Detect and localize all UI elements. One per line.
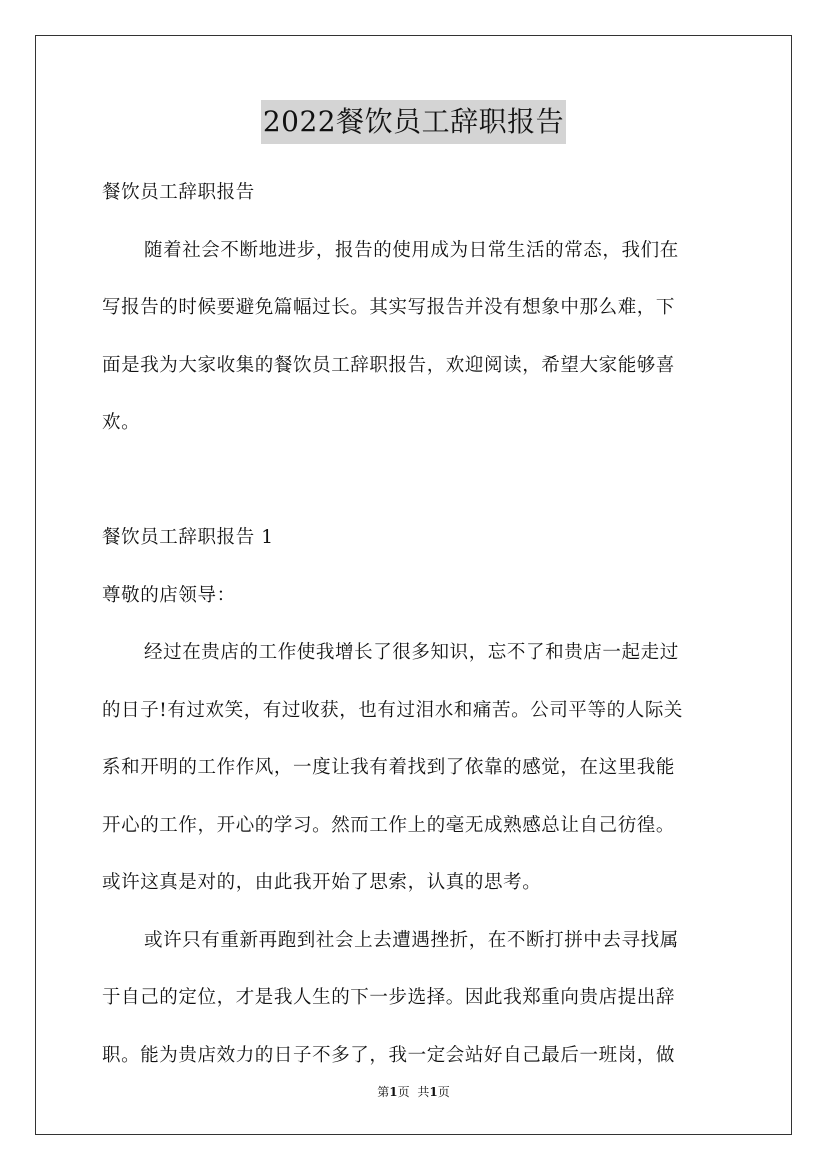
paragraph-line: 系和开明的工作作风，一度让我有着找到了依靠的感觉，在这里我能 xyxy=(102,757,676,778)
page-label: 第 xyxy=(377,1085,390,1099)
salutation-line: 尊敬的店领导： xyxy=(102,584,236,606)
total-pages: 1 xyxy=(429,1085,438,1099)
paragraph-line: 写报告的时候要避免篇幅过长。其实写报告并没有想象中那么难，下 xyxy=(102,297,676,318)
paragraph-line: 或许只有重新再跑到社会上去遭遇挫折，在不断打拼中去寻找属 xyxy=(144,929,679,951)
subtitle-line: 餐饮员工辞职报告 xyxy=(102,182,255,203)
page-suffix: 页 xyxy=(397,1085,410,1099)
paragraph-line: 于自己的定位，才是我人生的下一步选择。因此我郑重向贵店提出辞 xyxy=(102,987,676,1008)
paragraph-line: 欢。 xyxy=(102,412,141,433)
paragraph-line: 开心的工作，开心的学习。然而工作上的毫无成熟感总让自己彷徨。 xyxy=(102,814,676,836)
paragraph-line: 随着社会不断地进步，报告的使用成为日常生活的常态，我们在 xyxy=(144,239,679,261)
paragraph-line: 经过在贵店的工作使我增长了很多知识，忘不了和贵店一起走过 xyxy=(144,642,679,663)
paragraph-line: 面是我为大家收集的餐饮员工辞职报告，欢迎阅读，希望大家能够喜 xyxy=(102,354,676,376)
document-title: 2022餐饮员工辞职报告 xyxy=(261,100,566,144)
title-container xyxy=(0,100,827,144)
document-body xyxy=(102,164,726,1084)
paragraph-line: 的日子!有过欢笑，有过收获，也有过泪水和痛苦。公司平等的人际关 xyxy=(102,699,684,721)
total-suffix: 页 xyxy=(437,1085,450,1099)
total-label: 共 xyxy=(417,1085,430,1099)
blank-line xyxy=(102,452,726,510)
paragraph-line: 职。能为贵店效力的日子不多了，我一定会站好自己最后一班岗，做 xyxy=(102,1044,676,1066)
paragraph-line: 或许这真是对的，由此我开始了思索，认真的思考。 xyxy=(102,872,542,893)
section-heading: 餐饮员工辞职报告 1 xyxy=(102,527,274,548)
page-footer xyxy=(0,1082,827,1102)
page-number: 1 xyxy=(389,1085,398,1099)
